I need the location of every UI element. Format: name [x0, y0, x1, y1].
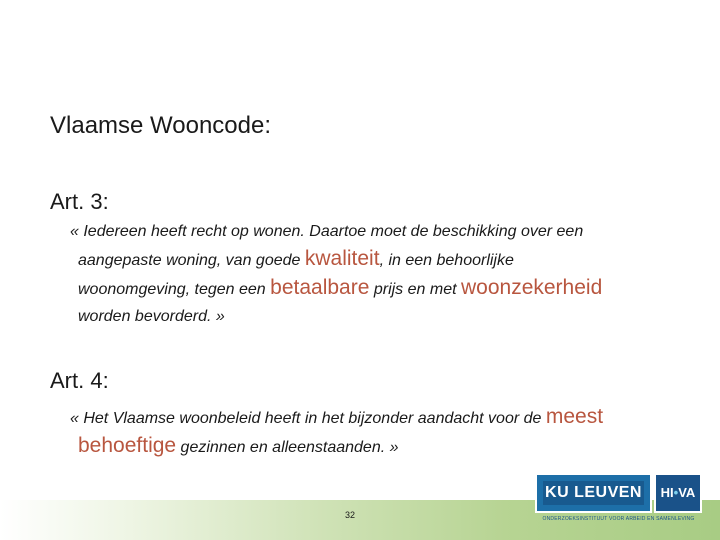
- article-3-line-4: worden bevorderd. »: [78, 308, 225, 325]
- article-3-line-3: [70, 274, 700, 303]
- article-3-line-3-a: woonomgeving, tegen een: [78, 281, 271, 298]
- highlight-woonzekerheid: woonzekerheid: [460, 276, 603, 299]
- article-4-line-1: [70, 403, 700, 432]
- highlight-meest: meest: [545, 405, 604, 428]
- highlight-behoeftige: behoeftige: [78, 434, 177, 457]
- article-3-line-1: « Iedereen heeft recht op wonen. Daartoe moet de beschikking over een: [70, 223, 584, 240]
- article-3-line-2-b: , in een behoorlijke: [379, 252, 514, 269]
- hiva-logo-a: HI: [660, 485, 674, 500]
- article-3-line-3-b: prijs en met: [369, 281, 461, 298]
- highlight-betaalbare: betaalbare: [270, 276, 370, 299]
- page-number: 32: [344, 510, 355, 520]
- hiva-logo-dot: •: [673, 485, 679, 500]
- article-3-text: [70, 218, 700, 330]
- logo-caption: ONDERZOEKSINSTITUUT VOOR ARBEID EN SAMENLEVING: [542, 516, 695, 522]
- ku-leuven-logo: [535, 473, 652, 513]
- article-3-line-2-a: aangepaste woning, van goede: [78, 252, 305, 269]
- article-4-line-2-b: gezinnen en alleenstaanden. »: [176, 439, 399, 456]
- article-4-line-2: [70, 432, 700, 461]
- article-3-title: Art. 3:: [50, 189, 109, 214]
- article-4-line-1-a: « Het Vlaamse woonbeleid heeft in het bijzonder aandacht voor de: [70, 410, 546, 427]
- article-4-text: [70, 403, 700, 461]
- article-3-line-2: [70, 245, 700, 274]
- highlight-kwaliteit: kwaliteit: [304, 247, 380, 270]
- hiva-logo-b: VA: [678, 485, 696, 500]
- slide-heading: Vlaamse Wooncode:: [50, 112, 272, 139]
- article-4-title: Art. 4:: [50, 368, 109, 393]
- ku-leuven-logo-text: KU LEUVEN: [543, 481, 644, 505]
- hiva-logo: [654, 473, 702, 513]
